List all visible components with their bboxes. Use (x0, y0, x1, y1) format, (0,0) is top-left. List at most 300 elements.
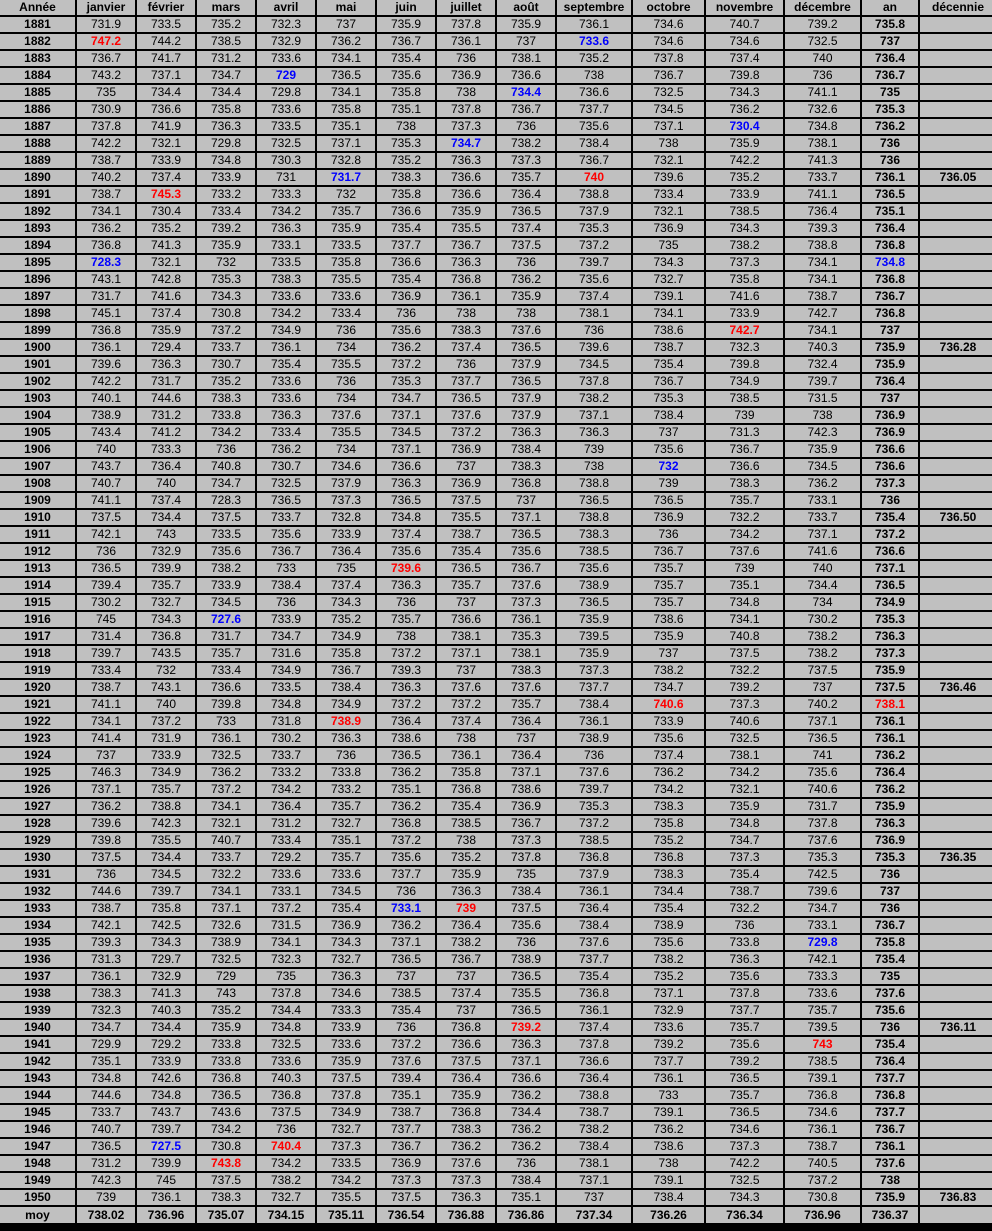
year-cell: 1922 (0, 714, 75, 729)
month-value-cell: 736.2 (497, 272, 555, 287)
month-value-cell: 738.7 (557, 1105, 631, 1120)
annual-mean-cell: 735.8 (862, 17, 918, 32)
decade-mean-cell (920, 544, 992, 559)
month-value-cell: 736 (633, 527, 704, 542)
column-header: juillet (437, 0, 495, 15)
month-value-cell: 736 (497, 935, 555, 950)
month-value-cell: 735.2 (557, 51, 631, 66)
month-value-cell: 736.6 (377, 255, 435, 270)
month-value-cell: 736.96 (137, 1207, 195, 1223)
month-value-cell: 733 (633, 1088, 704, 1103)
month-value-cell: 738.2 (437, 935, 495, 950)
month-value-cell: 736.5 (377, 493, 435, 508)
annual-mean-cell: 736.1 (862, 170, 918, 185)
month-value-cell: 736 (377, 1020, 435, 1035)
month-value-cell: 732.1 (706, 782, 783, 797)
annual-mean-cell: 736.7 (862, 918, 918, 933)
year-row (0, 493, 992, 508)
month-value-cell: 735.2 (377, 153, 435, 168)
month-value-cell: 734 (317, 391, 375, 406)
annual-mean-cell: 735.3 (862, 102, 918, 117)
month-value-cell: 733.9 (137, 153, 195, 168)
month-value-cell: 740 (785, 561, 860, 576)
month-value-cell: 729.8 (197, 136, 255, 151)
month-value-cell: 734.8 (706, 816, 783, 831)
decade-mean-cell (920, 102, 992, 117)
month-value-cell: 736.3 (197, 119, 255, 134)
month-value-cell: 736.2 (77, 221, 135, 236)
month-value-cell: 737.3 (706, 850, 783, 865)
month-value-cell: 736.8 (197, 1071, 255, 1086)
month-value-cell: 737.4 (437, 986, 495, 1001)
month-value-cell: 736.7 (557, 153, 631, 168)
month-value-cell: 736.3 (497, 425, 555, 440)
month-value-cell: 733.7 (197, 850, 255, 865)
month-value-cell: 735.1 (77, 1054, 135, 1069)
month-value-cell: 736.3 (317, 731, 375, 746)
month-value-cell: 734.1 (77, 204, 135, 219)
column-header: novembre (706, 0, 783, 15)
annual-mean-cell: 736.4 (862, 1054, 918, 1069)
month-value-cell: 738.9 (197, 935, 255, 950)
month-value-cell: 732.7 (317, 1122, 375, 1137)
month-value-cell: 735.6 (557, 119, 631, 134)
decade-mean-cell (920, 391, 992, 406)
month-value-cell: 736 (785, 68, 860, 83)
month-value-cell: 737.2 (377, 646, 435, 661)
month-value-cell: 736.7 (257, 544, 315, 559)
month-value-cell: 743.2 (77, 68, 135, 83)
month-value-cell: 734.9 (137, 765, 195, 780)
month-value-cell: 734.5 (785, 459, 860, 474)
month-value-cell: 736.96 (785, 1207, 860, 1223)
month-value-cell: 736.1 (557, 17, 631, 32)
month-value-cell: 734.6 (633, 34, 704, 49)
decade-mean-cell (920, 34, 992, 49)
month-value-cell: 735.3 (785, 850, 860, 865)
year-cell: 1912 (0, 544, 75, 559)
month-value-cell: 735.3 (377, 374, 435, 389)
decade-mean-cell: 736.35 (920, 850, 992, 865)
month-value-cell: 735.1 (706, 578, 783, 593)
month-value-cell: 735.7 (197, 646, 255, 661)
month-value-cell: 732.3 (706, 340, 783, 355)
month-value-cell: 735.6 (497, 544, 555, 559)
month-value-cell: 736.8 (437, 1020, 495, 1035)
month-value-cell: 736.7 (497, 561, 555, 576)
decade-mean-cell (920, 1071, 992, 1086)
month-value-cell: 732 (633, 459, 704, 474)
year-row (0, 918, 992, 933)
month-value-cell: 735.6 (377, 68, 435, 83)
month-value-cell: 739.3 (785, 221, 860, 236)
year-cell: 1923 (0, 731, 75, 746)
year-cell: 1908 (0, 476, 75, 491)
month-value-cell: 745.1 (77, 306, 135, 321)
year-cell: 1894 (0, 238, 75, 253)
month-value-cell: 729.7 (137, 952, 195, 967)
decade-mean-cell (920, 799, 992, 814)
annual-mean-cell: 737 (862, 323, 918, 338)
year-row (0, 1037, 992, 1052)
month-value-cell: 736.4 (437, 918, 495, 933)
month-value-cell: 735.1 (317, 833, 375, 848)
month-value-cell: 736.3 (257, 221, 315, 236)
month-value-cell: 736.8 (557, 850, 631, 865)
month-value-cell: 737.4 (706, 51, 783, 66)
month-value-cell: 732.1 (633, 204, 704, 219)
decade-mean-cell (920, 153, 992, 168)
decade-mean-cell (920, 1207, 992, 1223)
month-value-cell: 734.6 (633, 17, 704, 32)
year-row (0, 170, 992, 185)
month-value-cell: 734.6 (317, 459, 375, 474)
month-value-cell: 738.1 (557, 1156, 631, 1171)
year-cell: 1948 (0, 1156, 75, 1171)
month-value-cell: 734.5 (557, 357, 631, 372)
month-value-cell: 733.3 (257, 187, 315, 202)
month-value-cell: 739.7 (77, 646, 135, 661)
month-value-cell: 734.5 (137, 867, 195, 882)
decade-mean-cell (920, 442, 992, 457)
year-row (0, 51, 992, 66)
month-value-cell: 745 (137, 1173, 195, 1188)
month-value-cell: 738.2 (257, 1173, 315, 1188)
year-cell: 1915 (0, 595, 75, 610)
month-value-cell: 733.5 (197, 527, 255, 542)
month-value-cell: 739.2 (633, 1037, 704, 1052)
month-value-cell: 737.4 (437, 714, 495, 729)
month-value-cell: 737.2 (377, 833, 435, 848)
month-value-cell: 737.1 (497, 765, 555, 780)
annual-mean-cell: 736.8 (862, 1088, 918, 1103)
month-value-cell: 738 (437, 306, 495, 321)
decade-mean-cell (920, 1139, 992, 1154)
month-value-cell: 734.4 (137, 510, 195, 525)
month-value-cell: 736.1 (497, 612, 555, 627)
column-header: août (497, 0, 555, 15)
column-header: an (862, 0, 918, 15)
month-value-cell: 740.7 (77, 1122, 135, 1137)
annual-mean-cell: 736.5 (862, 187, 918, 202)
month-value-cell: 737 (437, 1003, 495, 1018)
month-value-cell: 738.4 (497, 1173, 555, 1188)
month-value-cell: 736.4 (137, 459, 195, 474)
year-cell: 1921 (0, 697, 75, 712)
year-cell: 1897 (0, 289, 75, 304)
month-value-cell: 734.3 (317, 935, 375, 950)
month-value-cell: 733.4 (257, 425, 315, 440)
month-value-cell: 735.9 (437, 204, 495, 219)
month-value-cell: 736.6 (377, 459, 435, 474)
month-value-cell: 735.8 (377, 187, 435, 202)
decade-mean-cell (920, 136, 992, 151)
month-value-cell: 737.5 (437, 493, 495, 508)
year-row (0, 680, 992, 695)
month-value-cell: 737.5 (197, 1173, 255, 1188)
year-row (0, 391, 992, 406)
month-value-cell: 732.7 (137, 595, 195, 610)
month-value-cell: 738.7 (377, 1105, 435, 1120)
month-value-cell: 735.5 (437, 221, 495, 236)
month-value-cell: 732.2 (197, 867, 255, 882)
month-value-cell: 736.8 (557, 986, 631, 1001)
month-value-cell: 736.3 (377, 578, 435, 593)
month-value-cell: 740.6 (633, 697, 704, 712)
year-row (0, 187, 992, 202)
year-row (0, 510, 992, 525)
month-value-cell: 739.6 (633, 170, 704, 185)
month-value-cell: 736 (497, 255, 555, 270)
year-cell: 1895 (0, 255, 75, 270)
month-value-cell: 729 (257, 68, 315, 83)
month-value-cell: 735.3 (633, 391, 704, 406)
month-value-cell: 737 (437, 663, 495, 678)
year-cell: 1901 (0, 357, 75, 372)
month-value-cell: 732 (197, 255, 255, 270)
month-value-cell: 736.8 (437, 1105, 495, 1120)
month-value-cell: 731 (257, 170, 315, 185)
header-row (0, 0, 992, 15)
month-value-cell: 740 (557, 170, 631, 185)
month-value-cell: 732.3 (77, 1003, 135, 1018)
annual-mean-cell: 737.7 (862, 1071, 918, 1086)
year-row (0, 1190, 992, 1205)
year-row (0, 204, 992, 219)
month-value-cell: 742.2 (706, 1156, 783, 1171)
month-value-cell: 735.8 (437, 765, 495, 780)
month-value-cell: 737.8 (497, 850, 555, 865)
month-value-cell: 734 (785, 595, 860, 610)
year-cell: 1904 (0, 408, 75, 423)
month-value-cell: 735.5 (437, 510, 495, 525)
month-value-cell: 734.2 (257, 204, 315, 219)
month-value-cell: 736.4 (257, 799, 315, 814)
month-value-cell: 736.9 (633, 221, 704, 236)
month-value-cell: 743.4 (77, 425, 135, 440)
month-value-cell: 732.9 (633, 1003, 704, 1018)
decade-mean-cell: 736.83 (920, 1190, 992, 1205)
month-value-cell: 743 (197, 986, 255, 1001)
month-value-cell: 733.9 (257, 612, 315, 627)
month-value-cell: 743 (785, 1037, 860, 1052)
month-value-cell: 738.1 (497, 646, 555, 661)
month-value-cell: 734.8 (785, 119, 860, 134)
month-value-cell: 736.6 (497, 1071, 555, 1086)
month-value-cell: 737.9 (557, 867, 631, 882)
month-value-cell: 744.6 (137, 391, 195, 406)
month-value-cell: 730.7 (257, 459, 315, 474)
year-cell: 1928 (0, 816, 75, 831)
decade-mean-cell (920, 221, 992, 236)
decade-mean-cell (920, 1003, 992, 1018)
month-value-cell: 733.6 (257, 289, 315, 304)
month-value-cell: 738.9 (77, 408, 135, 423)
month-value-cell: 735.2 (633, 969, 704, 984)
month-value-cell: 735.9 (197, 238, 255, 253)
month-value-cell: 737.8 (706, 986, 783, 1001)
month-value-cell: 739.2 (197, 221, 255, 236)
annual-mean-cell: 736.4 (862, 221, 918, 236)
month-value-cell: 738.3 (557, 527, 631, 542)
month-value-cell: 735.6 (497, 918, 555, 933)
year-row (0, 1156, 992, 1171)
month-value-cell: 734.7 (785, 901, 860, 916)
year-row (0, 136, 992, 151)
decade-mean-cell (920, 1105, 992, 1120)
month-value-cell: 736 (557, 323, 631, 338)
column-header: décembre (785, 0, 860, 15)
month-value-cell: 734.7 (706, 833, 783, 848)
annual-mean-cell: 738 (862, 1173, 918, 1188)
month-value-cell: 734.3 (706, 221, 783, 236)
month-value-cell: 734.7 (437, 136, 495, 151)
decade-mean-cell (920, 408, 992, 423)
decade-mean-cell (920, 697, 992, 712)
month-value-cell: 736 (317, 374, 375, 389)
month-value-cell: 738.5 (377, 986, 435, 1001)
month-value-cell: 738 (497, 306, 555, 321)
annual-mean-cell: 735.1 (862, 204, 918, 219)
month-value-cell: 737.3 (706, 697, 783, 712)
month-value-cell: 743.5 (137, 646, 195, 661)
annual-mean-cell: 736 (862, 153, 918, 168)
month-value-cell: 738.7 (785, 289, 860, 304)
month-value-cell: 737.5 (197, 510, 255, 525)
month-value-cell: 733.9 (633, 714, 704, 729)
annual-mean-cell: 736.1 (862, 731, 918, 746)
column-header: Année (0, 0, 75, 15)
annual-mean-cell: 735.4 (862, 1037, 918, 1052)
month-value-cell: 741.1 (785, 85, 860, 100)
year-cell: 1891 (0, 187, 75, 202)
month-value-cell: 736.4 (437, 1071, 495, 1086)
month-value-cell: 735.7 (137, 578, 195, 593)
decade-mean-cell (920, 901, 992, 916)
month-value-cell: 743 (137, 527, 195, 542)
month-value-cell: 737.5 (706, 646, 783, 661)
year-cell: 1950 (0, 1190, 75, 1205)
month-value-cell: 739 (557, 442, 631, 457)
annual-mean-cell: 736.9 (862, 833, 918, 848)
year-cell: 1902 (0, 374, 75, 389)
month-value-cell: 733.5 (137, 17, 195, 32)
month-value-cell: 736 (437, 357, 495, 372)
month-value-cell: 737.3 (437, 119, 495, 134)
month-value-cell: 735.6 (557, 272, 631, 287)
month-value-cell: 738 (633, 136, 704, 151)
month-value-cell: 738 (437, 85, 495, 100)
decade-mean-cell (920, 476, 992, 491)
decade-mean-cell (920, 425, 992, 440)
month-value-cell: 745.3 (137, 187, 195, 202)
month-value-cell: 735.5 (317, 425, 375, 440)
month-value-cell: 736.1 (137, 1190, 195, 1205)
month-value-cell: 735.9 (197, 1020, 255, 1035)
month-value-cell: 734.3 (706, 1190, 783, 1205)
month-value-cell: 733.6 (257, 102, 315, 117)
month-value-cell: 735.7 (497, 697, 555, 712)
annual-mean-cell: 736.6 (862, 459, 918, 474)
month-value-cell: 737.1 (785, 527, 860, 542)
annual-mean-cell: 735.6 (862, 1003, 918, 1018)
year-row (0, 374, 992, 389)
month-value-cell: 734.1 (197, 884, 255, 899)
month-value-cell: 737.9 (317, 476, 375, 491)
month-value-cell: 737.3 (557, 663, 631, 678)
year-row (0, 901, 992, 916)
year-cell: 1925 (0, 765, 75, 780)
month-value-cell: 739.6 (77, 816, 135, 831)
month-value-cell: 736.1 (557, 714, 631, 729)
month-value-cell: 736.8 (77, 323, 135, 338)
month-value-cell: 735.4 (377, 51, 435, 66)
month-value-cell: 735.7 (785, 1003, 860, 1018)
month-value-cell: 736.8 (437, 272, 495, 287)
month-value-cell: 737.6 (377, 1054, 435, 1069)
decade-mean-cell (920, 816, 992, 831)
month-value-cell: 738 (557, 459, 631, 474)
month-value-cell: 736.1 (437, 289, 495, 304)
month-value-cell: 736.1 (77, 340, 135, 355)
year-cell: 1884 (0, 68, 75, 83)
month-value-cell: 737.1 (377, 442, 435, 457)
month-value-cell: 735.6 (557, 561, 631, 576)
month-value-cell: 735.9 (785, 442, 860, 457)
month-value-cell: 740.2 (785, 697, 860, 712)
month-value-cell: 734.5 (317, 884, 375, 899)
decade-mean-cell (920, 748, 992, 763)
month-value-cell: 736.9 (437, 68, 495, 83)
year-row (0, 1105, 992, 1120)
month-value-cell: 737 (633, 425, 704, 440)
month-value-cell: 734.7 (377, 391, 435, 406)
month-value-cell: 736.5 (77, 561, 135, 576)
month-value-cell: 732.8 (317, 153, 375, 168)
month-value-cell: 739 (77, 1190, 135, 1205)
decade-mean-cell (920, 1173, 992, 1188)
month-value-cell: 737.3 (497, 595, 555, 610)
month-value-cell: 737 (497, 493, 555, 508)
month-value-cell: 735.6 (197, 544, 255, 559)
year-cell: 1947 (0, 1139, 75, 1154)
month-value-cell: 732.2 (706, 510, 783, 525)
month-value-cell: 736.3 (137, 357, 195, 372)
month-value-cell: 739.4 (77, 578, 135, 593)
month-value-cell: 733.1 (257, 238, 315, 253)
month-value-cell: 736.2 (497, 1139, 555, 1154)
month-value-cell: 737.7 (437, 374, 495, 389)
month-value-cell: 734.9 (317, 629, 375, 644)
year-cell: 1936 (0, 952, 75, 967)
year-row (0, 782, 992, 797)
month-value-cell: 737.4 (317, 578, 375, 593)
decade-mean-cell (920, 187, 992, 202)
month-value-cell: 735.7 (633, 578, 704, 593)
year-row (0, 1003, 992, 1018)
month-value-cell: 731.3 (706, 425, 783, 440)
month-value-cell: 737.1 (137, 68, 195, 83)
year-cell: 1934 (0, 918, 75, 933)
month-value-cell: 736.8 (633, 850, 704, 865)
year-row (0, 833, 992, 848)
month-value-cell: 733.8 (197, 408, 255, 423)
month-value-cell: 727.6 (197, 612, 255, 627)
month-value-cell: 739.1 (633, 1105, 704, 1120)
month-value-cell: 735.4 (437, 544, 495, 559)
month-value-cell: 735 (77, 85, 135, 100)
month-value-cell: 738.9 (557, 578, 631, 593)
